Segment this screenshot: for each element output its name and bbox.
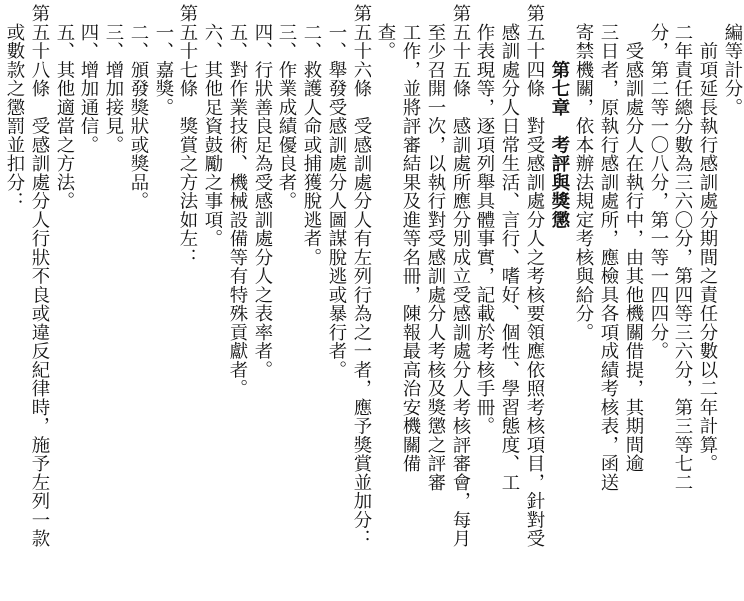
article-56-item-6: 六、其他足資鼓勵之事項。 <box>202 4 223 248</box>
article-54-line-3: 作表現等，逐項列舉具體事實，記載於考核手冊。 <box>474 4 495 436</box>
text-column-7: 寄禁機關，依本辦法規定考核與給分。 <box>573 4 594 342</box>
article-56-item-1: 一、舉發受感訓處分人圖謀脫逃或暴行者。 <box>326 4 347 379</box>
article-55-line-3: 工作，並將評審結果及進等名冊，陳報最高治安機關備 <box>400 4 421 473</box>
article-56-item-4: 四、行狀善良足為受感訓處分人之表率者。 <box>252 4 273 379</box>
article-57-item-3: 三、增加接見。 <box>103 4 124 154</box>
text-column-6: 三日者，原執行感訓處所，應檢具各項成績考核表，函送 <box>598 4 619 492</box>
text-column-2: 前項延長執行感訓處分期間之責任分數以二年計算。 <box>697 4 718 473</box>
article-58-line-2: 或數款之懲罰並扣分： <box>4 4 25 211</box>
article-57-item-2: 二、頒發獎狀或獎品。 <box>128 4 149 211</box>
article-57-line-1: 第五十七條 獎賞之方法如左： <box>177 4 198 267</box>
article-57-item-4: 四、增加通信。 <box>78 4 99 154</box>
text-column-5: 受感訓處分人在執行中，由其他機關借提，其期間逾 <box>623 4 644 473</box>
article-56-item-3: 三、作業成績優良者。 <box>276 4 297 211</box>
article-56-item-5: 五、對作業技術、機械設備等有特殊貢獻者。 <box>227 4 248 398</box>
article-56-line-1: 第五十六條 受感訓處分人有左列行為之一者，應予獎賞並加分： <box>351 4 372 548</box>
article-57-item-1: 一、嘉獎。 <box>153 4 174 117</box>
text-column-3: 二年責任總分數為三六〇分，第四等三六分，第三等七二 <box>672 4 693 492</box>
article-57-item-5: 五、其他適當之方法。 <box>54 4 75 211</box>
text-column-1: 編等計分。 <box>722 4 743 117</box>
article-55-line-2: 至少召開一次，以執行對受感訓處分人考核及獎懲之評審 <box>425 4 446 492</box>
article-58-line-1: 第五十八條 受感訓處分人行狀不良或違反紀律時，施予左列一款 <box>29 4 50 548</box>
text-column-4: 分，第二等一〇八分，第一等一四四分。 <box>648 4 669 361</box>
article-54-line-2: 感訓處分人日常生活、言行、嗜好、個性、學習態度、工 <box>499 4 520 492</box>
article-54-line-1: 第五十四條 對受感訓處分人之考核要領應依照考核項目，針對受 <box>524 4 545 548</box>
chapter-heading: 第七章 考評與獎懲 <box>549 4 570 229</box>
article-55-line-1: 第五十五條 感訓處所應分別成立受感訓處分人考核評審會，每月 <box>450 4 471 548</box>
article-56-item-2: 二、救護人命或捕獲脫逃者。 <box>301 4 322 267</box>
article-55-line-4: 查。 <box>375 4 396 61</box>
